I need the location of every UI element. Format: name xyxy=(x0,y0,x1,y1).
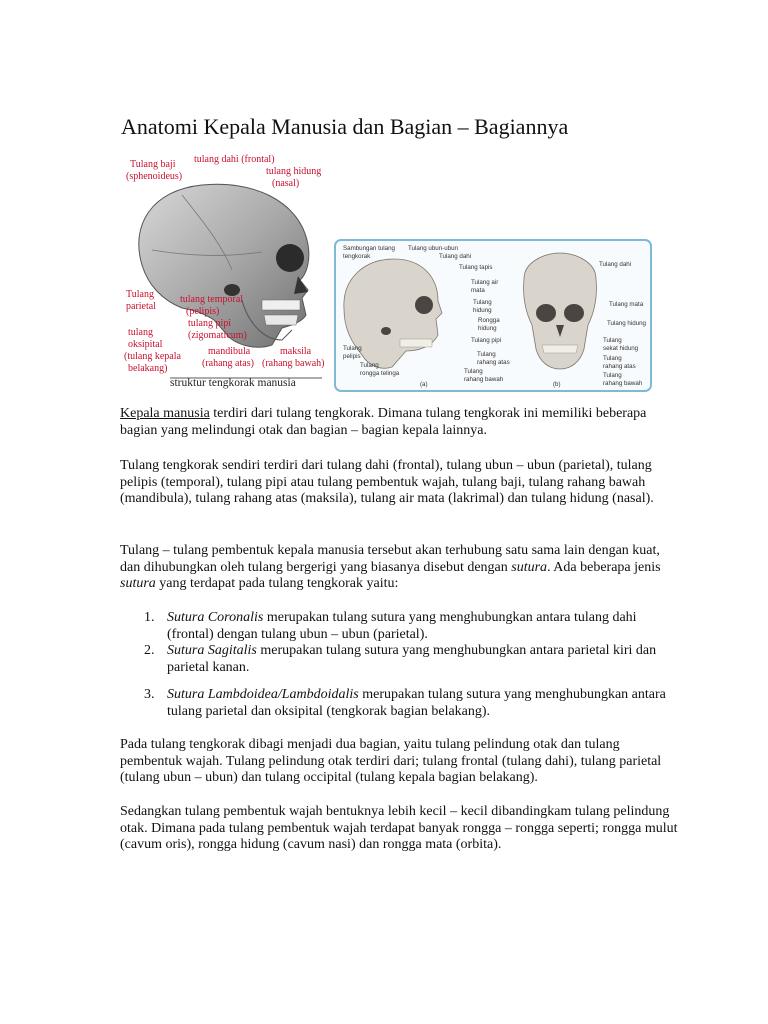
label-pipi-1: tulang pipi xyxy=(188,318,232,329)
paragraph-sutura-intro: Tulang – tulang pembentuk kepala manusia tersebut akan terhubung satu sama lain dengan kuat, dan dihubungkan oleh tulang bergerigi yang biasanya disebut dengan sutura. Ada beberapa jenis sutura yang terdapat pada tulang tengkorak yaitu: xyxy=(120,543,661,591)
label-hidung-2: (nasal) xyxy=(272,178,300,189)
label-parietal-1: Tulang xyxy=(126,289,154,300)
label-b-sekat-2: sekat hidung xyxy=(603,345,639,352)
paragraph-pembagian-tengkorak: Pada tulang tengkorak dibagi menjadi dua bagian, yaitu tulang pelindung otak dan tulang pembentuk wajah. Tulang pelindung otak terdiri dari; tulang frontal (tulang dahi), tulang parietal (tulang ubun – ubun) dan tulang occipital (tulang kepala bagian belakang). xyxy=(120,737,662,785)
label-a-rahang-atas-1: Tulang xyxy=(477,351,496,358)
label-b-mata: Tulang mata xyxy=(609,301,644,308)
label-oksipital-3: (tulang kepala xyxy=(124,351,181,362)
label-maksila-1: maksila xyxy=(280,346,312,357)
label-baji-2: (sphenoideus) xyxy=(126,171,183,182)
label-a-airmata-1: Tulang air xyxy=(471,279,499,286)
label-a-rahang-atas-2: rahang atas xyxy=(477,359,510,366)
label-a-dahi: Tulang dahi xyxy=(439,253,472,260)
label-a-hidung-2: hidung xyxy=(473,307,492,314)
label-pipi-2: (zigomaticum) xyxy=(188,330,247,341)
label-a-rahang-bawah-2: rahang bawah xyxy=(464,376,504,383)
label-b-hidung: Tulang hidung xyxy=(607,320,646,327)
label-b-sekat-1: Tulang xyxy=(603,337,622,344)
term-kepala-manusia: Kepala manusia xyxy=(120,406,210,421)
figure1-caption: struktur tengkorak manusia xyxy=(170,377,296,389)
label-a-pelipis-1: Tulang xyxy=(343,345,362,352)
paragraph-kepala-manusia: Kepala manusia terdiri dari tulang tengkorak. Dimana tulang tengkorak ini memiliki beberapa bagian yang melindungi otak dan bagian – bagian kepala lainnya. xyxy=(120,406,647,438)
label-a-telinga-1: Tulang xyxy=(360,362,379,369)
label-a-pipi: Tulang pipi xyxy=(471,337,502,344)
label-temporal-1: tulang temporal xyxy=(180,294,244,305)
label-a-sambungan-1: Sambungan tulang xyxy=(343,245,395,252)
label-b-rahang-bawah-2: rahang bawah xyxy=(603,380,643,387)
label-a-tapis: Tulang tapis xyxy=(459,264,493,271)
label-dahi: tulang dahi (frontal) xyxy=(194,154,275,165)
page-title: Anatomi Kepala Manusia dan Bagian – Bagiannya xyxy=(121,114,569,139)
label-a-rongga-hidung-1: Rongga xyxy=(478,317,500,324)
label-a-rongga-hidung-2: hidung xyxy=(478,325,497,332)
paragraph-tulang-pembentuk-wajah: Sedangkan tulang pembentuk wajah bentuknya lebih kecil – kecil dibandingkam tulang pelindung otak. Dimana pada tulang pembentuk wajah terdapat banyak rongga – rongga seperti; rongga mulut (cavum oris), rongga hidung (cavum nasi) dan rongga mata (orbita). xyxy=(120,804,678,852)
label-a-pelipis-2: pelipis xyxy=(343,353,361,360)
panel-a-label: (a) xyxy=(420,381,428,388)
label-parietal-2: parietal xyxy=(126,301,156,312)
label-a-telinga-2: rongga telinga xyxy=(360,370,400,377)
label-b-rahang-atas-1: Tulang xyxy=(603,355,622,362)
skull-views-figure xyxy=(334,239,652,392)
skull-lateral-figure xyxy=(122,150,330,390)
label-a-ubun: Tulang ubun-ubun xyxy=(408,245,458,252)
label-b-rahang-bawah-1: Tulang xyxy=(603,372,622,379)
label-baji-1: Tulang baji xyxy=(130,159,176,170)
label-oksipital-2: oksipital xyxy=(128,339,163,350)
panel-b-label: (b) xyxy=(553,381,561,388)
label-temporal-2: (pelipis) xyxy=(186,306,220,317)
label-b-dahi: Tulang dahi xyxy=(599,261,632,268)
label-oksipital-1: tulang xyxy=(128,327,153,338)
label-a-sambungan-2: tengkorak xyxy=(343,253,371,260)
label-hidung-1: tulang hidung xyxy=(266,166,322,177)
label-mandibula-2: (rahang atas) xyxy=(202,358,254,369)
label-b-rahang-atas-2: rahang atas xyxy=(603,363,636,370)
label-a-airmata-2: mata xyxy=(471,287,485,294)
label-a-hidung-1: Tulang xyxy=(473,299,492,306)
label-mandibula-1: mandibula xyxy=(208,346,251,357)
paragraph-tulang-tengkorak: Tulang tengkorak sendiri terdiri dari tulang dahi (frontal), tulang ubun – ubun (parietal), tulang pelipis (temporal), tulang pipi atau tulang pembentuk wajah, tulang baji, tulang rahang bawah (mandibula), tulang rahang atas (maksila), tulang air mata (lakrimal) dan tulang hidung (nasal). xyxy=(120,458,654,506)
label-oksipital-4: belakang) xyxy=(128,363,168,374)
label-a-rahang-bawah-1: Tulang xyxy=(464,368,483,375)
label-maksila-2: (rahang bawah) xyxy=(262,358,325,369)
